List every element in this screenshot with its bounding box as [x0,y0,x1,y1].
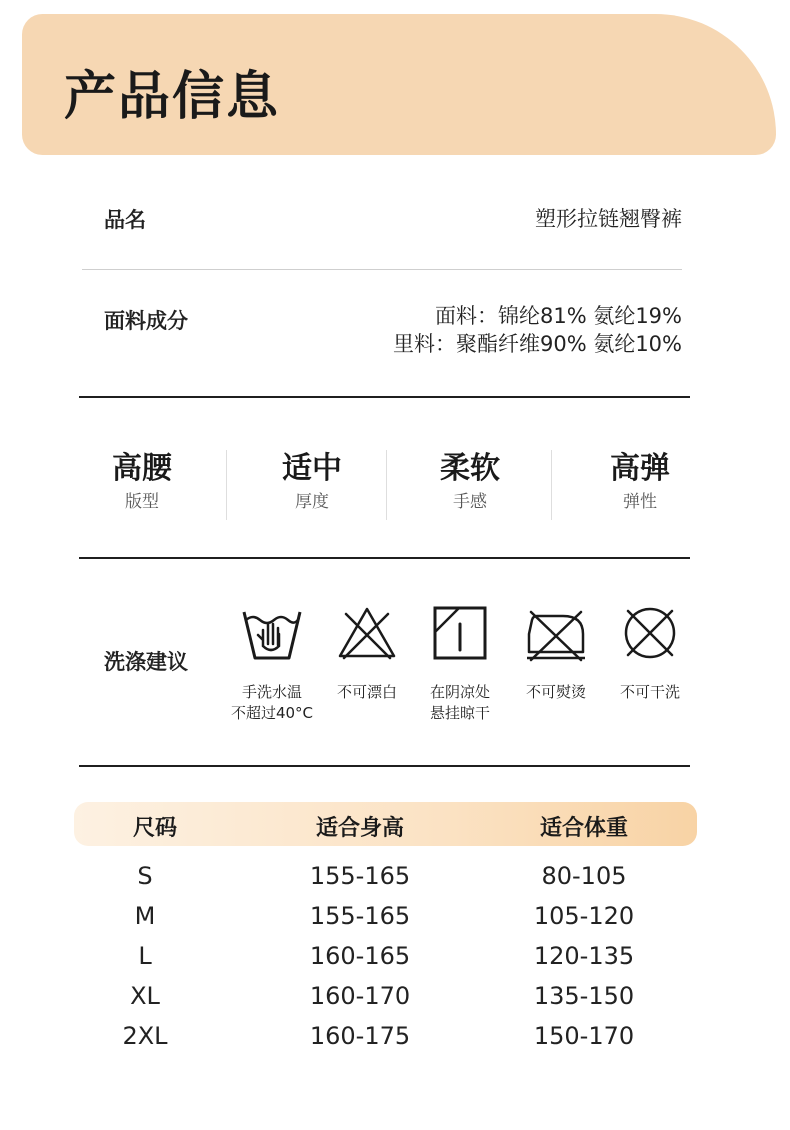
no-iron-icon [523,604,589,662]
no-bleach-icon [336,604,398,662]
feature-value: 适中 [282,451,342,486]
size-cell: S [137,862,153,890]
hand-wash-icon [241,604,303,662]
feature-elasticity [555,450,725,514]
size-column-header: 尺码 [132,816,177,841]
line-dry-shade-icon [429,604,491,662]
feature-waist [57,450,227,514]
size-table-header [74,802,697,846]
height-column-header: 适合身高 [315,816,404,841]
care-item-hand-wash [224,604,320,724]
feature-feel [385,450,555,514]
table-row [0,902,790,942]
divider [79,765,690,767]
size-cell: M [134,902,156,930]
divider [79,396,690,398]
feature-label: 手感 [453,492,487,512]
feature-value: 高弹 [610,451,670,486]
feature-label: 厚度 [295,492,329,512]
table-row [0,942,790,982]
product-name-value: 塑形拉链翘臀裤 [535,207,682,231]
height-cell: 155-165 [309,902,411,930]
divider [79,557,690,559]
feature-thickness [227,450,397,514]
care-text: 不可干洗 [619,683,680,701]
care-text: 不可熨烫 [525,683,586,701]
weight-cell: 135-150 [533,982,635,1010]
size-cell: 2XL [122,1022,168,1050]
product-name-label: 品名 [104,208,146,232]
divider [82,269,682,270]
height-cell: 160-165 [309,942,411,970]
care-item-no-bleach [319,604,415,703]
care-text: 手洗水温 不超过40°C [230,683,314,722]
care-item-no-dry-clean [602,604,698,703]
separator [551,450,552,520]
feature-value: 柔软 [440,451,500,486]
table-row [0,1022,790,1062]
weight-cell: 105-120 [533,902,635,930]
height-cell: 160-175 [309,1022,411,1050]
fabric-label: 面料成分 [104,309,188,333]
feature-label: 弹性 [623,492,657,512]
no-dry-clean-icon [619,604,681,662]
fabric-outer-line: 面料：锦纶81% 氨纶19% [434,304,682,328]
header-banner [22,14,776,155]
height-cell: 155-165 [309,862,411,890]
page-title: 产品信息 [64,67,281,127]
feature-value: 高腰 [112,451,172,486]
care-text: 不可漂白 [336,683,397,701]
size-cell: XL [130,982,160,1010]
fabric-value [393,302,682,358]
table-row [0,982,790,1022]
weight-cell: 150-170 [533,1022,635,1050]
weight-cell: 120-135 [533,942,635,970]
size-cell: L [138,942,152,970]
fabric-lining-line: 里料：聚酯纤维90% 氨纶10% [392,332,682,356]
table-row [0,862,790,902]
weight-column-header: 适合体重 [539,816,628,841]
height-cell: 160-170 [309,982,411,1010]
care-item-no-iron [508,604,604,703]
care-label: 洗涤建议 [104,650,188,674]
care-item-line-dry [412,604,508,724]
feature-label: 版型 [125,492,159,512]
weight-cell: 80-105 [541,862,627,890]
care-text: 在阴凉处 悬挂晾干 [429,683,490,722]
